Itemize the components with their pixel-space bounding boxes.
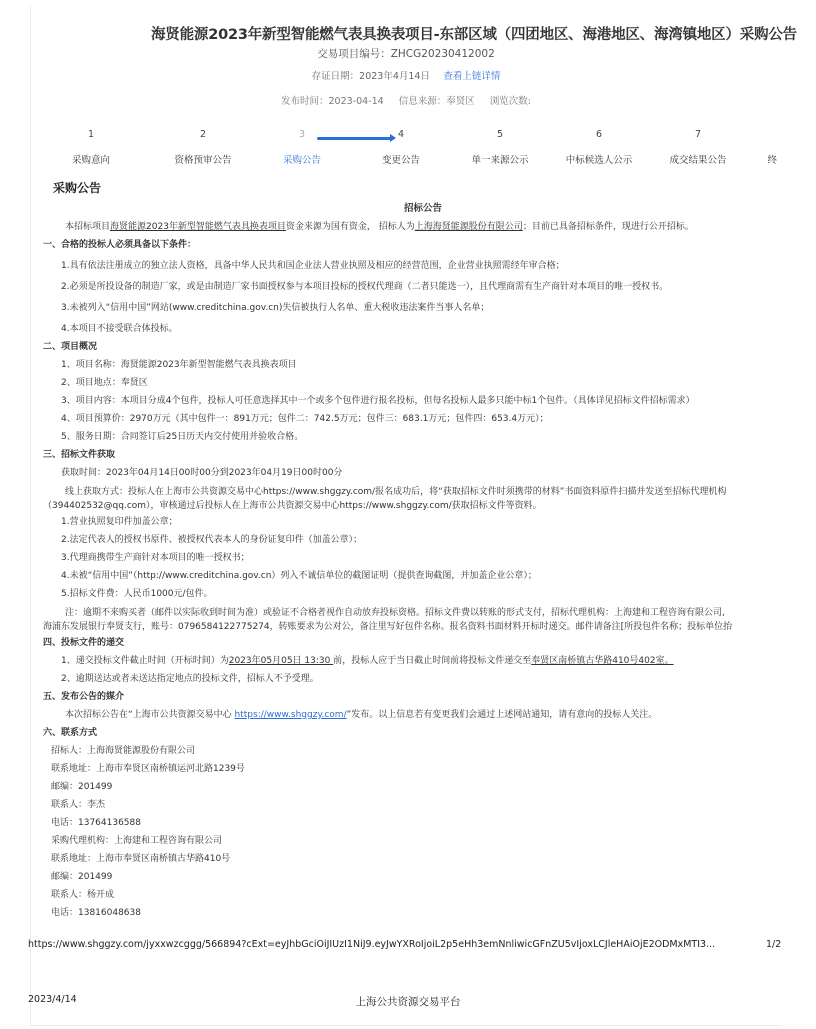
- list-item: 2.法定代表人的授权书原件、被授权代表本人的身份证复印件（加盖公章）；: [61, 535, 363, 545]
- list-item: 5.招标文件费：人民币1000元/包件。: [61, 589, 213, 599]
- step-termination[interactable]: [737, 128, 777, 166]
- list-item: 3.未被列入“信用中国”网站(www.creditchina.gov.cn)失信被执行人名单、重大税收违法案件当事人名单；: [61, 303, 490, 313]
- list-item: 1.营业执照复印件加盖公章；: [61, 517, 178, 527]
- media-paragraph: [43, 706, 783, 724]
- project-name-underlined: 海贤能源2023年新型智能燃气表具换表项目: [110, 222, 286, 232]
- evidence-date-line: [31, 68, 781, 82]
- project-number: ZHCG20230412002: [390, 48, 495, 60]
- step-result-notice[interactable]: [653, 128, 743, 166]
- list-item: 1、项目名称：海贤能源2023年新型智能燃气表具换表项目: [61, 360, 297, 370]
- section-heading: 三、招标文件获取: [43, 450, 116, 460]
- notice-heading: 招标公告: [403, 203, 442, 214]
- contact-line: 招标人：上海海贤能源股份有限公司: [51, 746, 196, 756]
- intro-text: ；目前已具备招标条件，现进行公开招标。: [522, 222, 694, 232]
- contact-line: 联系人：杨开成: [51, 890, 115, 900]
- list-item: 3.代理商携带生产商针对本项目的唯一授权书；: [61, 553, 250, 563]
- list-item: 1.具有依法注册成立的独立法人资格，具备中华人民共和国企业法人营业执照及相应的经营范围，企业营业执照需经年审合格；: [61, 261, 565, 271]
- note-text: 注：逾期不来购买者（邮件以实际收到时间为准）或验证不合格者视作自动放弃投标资格。招标文件费以转账的形式支付，招标代理机构：上海建和工程咨询有限公司,: [65, 608, 725, 618]
- contact-line: 邮编：201499: [51, 872, 113, 882]
- step-label: 采购公告: [282, 155, 321, 166]
- list-item: 2、逾期送达或者未送达指定地点的投标文件，招标人不予受理。: [61, 674, 319, 684]
- deadline-time: 2023年05月05日 13:30: [228, 656, 334, 666]
- deadline-item: [43, 652, 783, 670]
- step-label: 采购意向: [71, 155, 110, 166]
- site-name: 上海公共资源交易平台: [355, 996, 461, 1008]
- intro-text: 资金来源为国有资金， 招标人为: [285, 222, 415, 232]
- shggzy-link[interactable]: https://www.shggzy.com/: [234, 710, 347, 720]
- step-label: 成交结果公告: [669, 155, 727, 166]
- deadline-text: 1、递交投标文件截止时间（开标时间）为: [61, 656, 229, 666]
- publish-info-line: [31, 93, 781, 107]
- list-item: 2.必须是所投设备的制造厂家，或是由制造厂家书面授权参与本项目投标的授权代理商（二者只能选一），且代理商需有生产商针对本项目的唯一授权书。: [61, 282, 669, 292]
- contact-line: 采购代理机构：上海建和工程咨询有限公司: [51, 836, 223, 846]
- submission-address: 奉贤区南桥镇古华路410号402室。: [531, 656, 674, 666]
- list-item: 4、项目预算价：2970万元（其中包件一：891万元；包件二：742.5万元；包件三：683.1万元；包件四：653.4万元）；: [61, 414, 549, 424]
- section-heading: 二、项目概况: [43, 342, 98, 352]
- contact-line: 邮编：201499: [51, 782, 113, 792]
- view-count: 浏览次数:: [489, 96, 531, 107]
- list-item: 5、服务日期：合同签订后25日历天内交付使用并验收合格。: [61, 432, 304, 442]
- document-page: [30, 5, 797, 1026]
- contact-line: 联系地址：上海市奉贤区南桥镇运河北路1239号: [51, 764, 245, 774]
- step-number: 1: [87, 129, 95, 140]
- project-number-line: [31, 46, 781, 61]
- online-method-cont: （394402532@qq.com），审核通过后投标人在上海市公共资源交易中心https://www.shggzy.com/获取招标文件等资料。: [43, 501, 542, 511]
- list-item: 4.未被“信用中国”（http://www.creditchina.gov.cn）列入不诚信单位的截图证明（提供查询截图，并加盖企业公章）；: [61, 571, 537, 581]
- step-number: 6: [595, 129, 603, 140]
- step-number: 4: [397, 129, 405, 140]
- contact-line: 电话：13764136588: [51, 818, 141, 828]
- section-heading: 四、投标文件的递交: [43, 638, 125, 648]
- page-title: 海贤能源2023年新型智能燃气表具换表项目-东部区域（四团地区、海港地区、海湾镇地区）采购公告: [151, 27, 797, 43]
- step-label: 单一来源公示: [471, 155, 529, 166]
- step-number: 3: [298, 129, 306, 140]
- intro-paragraph: [43, 218, 783, 236]
- page-number: 1/2: [766, 939, 782, 950]
- step-number: [737, 128, 777, 142]
- project-number-label: 交易项目编号：: [317, 48, 391, 60]
- contact-line: 联系人：李杰: [51, 800, 106, 810]
- tenderer-underlined: 上海海贤能源股份有限公司: [414, 222, 523, 232]
- step-label: 变更公告: [381, 155, 420, 166]
- print-date: 2023/4/14: [28, 994, 77, 1005]
- step-label: 终: [767, 155, 777, 166]
- info-source: 信息来源：奉贤区: [398, 96, 475, 107]
- section-heading: 五、发布公告的媒介: [43, 692, 125, 702]
- evidence-date-label: 存证日期：: [311, 71, 360, 82]
- contact-line: 电话：13816048638: [51, 908, 141, 918]
- process-steps: [31, 128, 781, 178]
- list-item: 2、项目地点：奉贤区: [61, 378, 148, 388]
- step-procurement-notice[interactable]: [257, 128, 347, 166]
- step-number: 5: [496, 129, 504, 140]
- section-heading: 一、合格的投标人必须具备以下条件：: [43, 240, 197, 250]
- deadline-text: 前，投标人应于当日截止时间前将投标文件递交至: [333, 656, 532, 666]
- intro-text: 本招标项目: [65, 222, 111, 232]
- step-candidate-notice[interactable]: [554, 128, 644, 166]
- publish-time: 发布时间：2023-04-14: [281, 96, 384, 107]
- chain-details-link[interactable]: 查看上链详情: [443, 71, 501, 82]
- print-url: https://www.shggzy.com/jyxxwzcggg/566894?cExt=eyJhbGciOiJIUzI1NiJ9.eyJwYXRoIjoiL2p5eHh3emNnliwicGFnZU5vIjoxLCJleHAiOjE2ODMxMTI3...: [28, 939, 716, 950]
- step-change-notice[interactable]: [356, 128, 446, 166]
- note-text-cont: 海浦东发展银行奉贤支行，账号：0796584122775274，转账要求为公对公，备注里写好包件名称。报名资料书面材料开标时递交。邮件请备注[所投包件名称；投标单位抬: [43, 622, 733, 632]
- contact-line: 联系地址：上海市奉贤区南桥镇古华路410号: [51, 854, 231, 864]
- step-label: 资格预审公告: [174, 155, 232, 166]
- step-purchase-intent[interactable]: [46, 128, 136, 166]
- step-number: 7: [694, 129, 702, 140]
- acquisition-time: 获取时间：2023年04月14日00时00分到2023年04月19日00时00分: [61, 468, 343, 478]
- media-text: 本次招标公告在“上海市公共资源交易中心: [65, 710, 235, 720]
- section-heading: 六、联系方式: [43, 728, 98, 738]
- step-prequalification[interactable]: [158, 128, 248, 166]
- notice-content: [43, 200, 783, 922]
- step-number: 2: [199, 129, 207, 140]
- step-single-source[interactable]: [455, 128, 545, 166]
- media-text: ”发布。以上信息若有变更我们会通过上述网站通知，请有意向的投标人关注。: [346, 710, 658, 720]
- online-method: 线上获取方式：投标人在上海市公共资源交易中心https://www.shggzy.com/报名成功后，将“获取招标文件时须携带的材料”书面资料原件扫描并发送至招标代理机构: [65, 487, 727, 497]
- step-label: 中标候选人公示: [565, 155, 633, 166]
- list-item: 3、项目内容：本项目分成4个包件，投标人可任意选择其中一个或多个包件进行报名投标，但每名投标人最多只能中标1个包件。（具体详见招标文件招标需求）: [61, 396, 695, 406]
- evidence-date: 2023年4月14日: [359, 71, 430, 82]
- list-item: 4.本项目不接受联合体投标。: [61, 324, 178, 334]
- section-title: 采购公告: [53, 181, 102, 195]
